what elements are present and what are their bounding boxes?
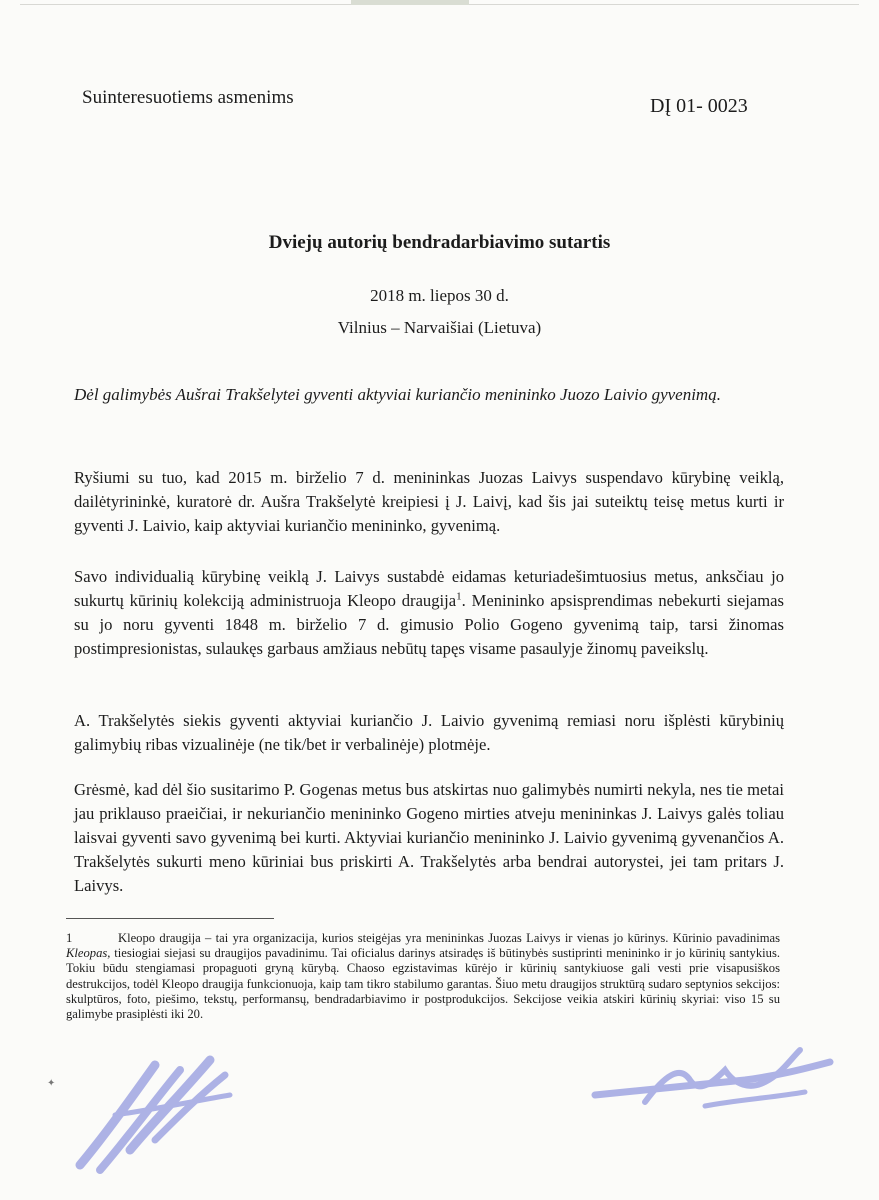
left-signature [60,1040,250,1180]
recipient-line: Suinteresuotiems asmenims [82,87,294,108]
document-place: Vilnius – Narvaišiai (Lietuva) [337,318,542,337]
document-number: DĮ 01- 0023 [650,95,748,117]
document-subject: Dėl galimybės Aušrai Trakšelytei gyventi aktyviai kuriančio menininko Juozo Laivio gyvenimą. [74,385,721,404]
paragraph-2-text-a: Savo individualią kūrybinę veiklą J. Laivys sustabdė eidamas keturiadešimtuosius metus, anksčiau jo sukurtų kūrinių kolekciją administruoja Kleopo draugija [74,567,784,610]
footnote-text-italic: Kleopas, [66,946,111,961]
footnote-reference: 1 [456,590,462,603]
paragraph-2 [74,565,784,661]
paragraph-1: Ryšiumi su tuo, kad 2015 m. birželio 7 d. menininkas Juozas Laivys suspendavo kūrybinę veiklą, dailėtyrininkė, kuratorė dr. Aušra Trakšelytė kreipiesi į J. Laivį, kad šis jai suteiktų teisę metus kurti ir gyventi J. Laivio, kaip aktyviai kuriančio menininko, gyvenimą. [74,468,784,535]
scan-binder-strip [351,0,469,5]
footnote-text-a: Kleopo draugija – tai yra organizacija, kurios steigėjas yra menininkas Juozas Laivys ir vienas jo kūrinys. Kūrinio pavadinimas [118,931,780,945]
footnote-number: 1 [66,931,73,945]
scan-speck: ✦ [47,1078,56,1089]
document-title: Dviejų autorių bendradarbiavimo sutartis [268,232,611,253]
footnote-text-b: tiesiogiai siejasi su draugijos pavadinimu. Tai oficialus darinys atsiradęs iš būtinybės sustiprinti menininko ir jo kūrinių santykius. Tokiu būdu stengiamasi propaguoti gryną kūrybą. Chaoso egzistavimas kūrėjo ir kūrinių santykiuose gali vesti prie visapusiškos destrukcijos, todėl Kleopo draugija funkcionuoja, kaip tam tikro stabilumo garantas. Šiuo metu draugijos struktūrą sudaro septynios sekcijos: skulptūros, foto, piešimo, tekstų, performansų, bendradarbiavimo ir postprodukcijos. Sekcijose veikia atskiri kūrinių skyriai: viso 15 su galimybe prasiplėsti iki 20. [66,946,780,1022]
paragraph-2-text-b: . Menininko apsisprendimas nebekurti siejamas su jo noru gyventi 1848 m. birželio 7 d. gimusio Polio Gogeno gyvenimą taip, tarsi žinomas postimpresionistas, sulaukęs garbaus amžiaus nebūtų tapęs visame pasaulyje žinomų paveikslų. [74,591,784,658]
right-signature [585,1040,840,1125]
footnote [66,931,780,1022]
document-date: 2018 m. liepos 30 d. [370,286,509,305]
footnote-divider [66,918,274,919]
paragraph-4: Grėsmė, kad dėl šio susitarimo P. Gogenas metus bus atskirtas nuo galimybės numirti nekyla, nes tie metai jau priklauso praeičiai, ir nekuriančio menininko Gogeno mirties atveju menininkas J. Laivys galės toliau laisvai gyventi savo gyvenimą bei kurti. Aktyviai kuriančio menininko J. Laivio gyvenimą gyvenančios A. Trakšelytės sukurti meno kūriniai bus priskirti A. Trakšelytės arba bendrai autorystei, jei tam pritars J. Laivys. [74,780,784,895]
paragraph-3: A. Trakšelytės siekis gyventi aktyviai kuriančio J. Laivio gyvenimą remiasi noru išplėsti kūrybinių galimybių ribas vizualinėje (ne tik/bet ir verbalinėje) plotmėje. [74,711,784,754]
